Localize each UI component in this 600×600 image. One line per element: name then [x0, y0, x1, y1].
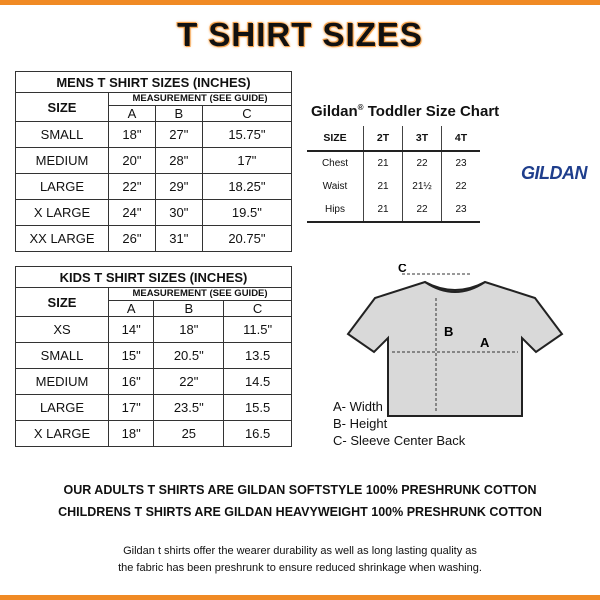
gildan-logo: GILDAN [521, 163, 587, 183]
kids-size-header: SIZE [16, 288, 109, 317]
table-row [16, 343, 292, 369]
value-cell: 22 [403, 198, 442, 222]
toddler-table [307, 126, 480, 223]
toddler-title-brand: Gildan [311, 103, 358, 120]
c-cell: 13.5 [224, 343, 292, 369]
c-cell: 11.5" [224, 317, 292, 343]
b-cell: 20.5" [154, 343, 224, 369]
top-accent-bar [0, 0, 600, 5]
kids-col-b: B [154, 301, 224, 317]
a-cell: 20" [109, 148, 156, 174]
value-cell: 23 [442, 151, 481, 175]
size-cell: MEDIUM [16, 369, 109, 395]
value-cell: 21½ [403, 175, 442, 198]
toddler-size-header: SIZE [307, 126, 364, 151]
table-row [16, 226, 292, 252]
kids-size-table [15, 266, 292, 447]
diagram-legend [333, 398, 465, 449]
b-cell: 22" [154, 369, 224, 395]
c-cell: 19.5" [202, 200, 291, 226]
b-cell: 18" [154, 317, 224, 343]
toddler-title-rest: Toddler Size Chart [363, 103, 500, 120]
row-label: Chest [321, 158, 349, 169]
mens-col-c: C [202, 106, 291, 122]
kids-table-caption: KIDS T SHIRT SIZES (INCHES) [16, 267, 292, 288]
a-cell: 17" [109, 395, 154, 421]
value-cell: 21 [364, 175, 403, 198]
size-cell: SMALL [16, 122, 109, 148]
diagram-label-b: B [444, 324, 454, 339]
c-cell: 15.75" [202, 122, 291, 148]
legend-item: B- Height [333, 416, 388, 431]
legend-item: C- Sleeve Center Back [333, 433, 466, 448]
size-cell: X LARGE [16, 200, 109, 226]
b-cell: 30" [155, 200, 202, 226]
b-cell: 27" [155, 122, 202, 148]
mens-col-a: A [109, 106, 156, 122]
b-cell: 31" [155, 226, 202, 252]
b-cell: 28" [155, 148, 202, 174]
c-cell: 20.75" [202, 226, 291, 252]
toddler-header-row [307, 126, 480, 151]
table-row [307, 151, 480, 175]
c-cell: 18.25" [202, 174, 291, 200]
b-cell: 25 [154, 421, 224, 447]
value-cell: 22 [403, 151, 442, 175]
diagram-label-a: A [480, 335, 490, 350]
a-cell: 24" [109, 200, 156, 226]
a-cell: 15" [109, 343, 154, 369]
value-cell: 21 [364, 151, 403, 175]
description-line: Gildan t shirts offer the wearer durability as well as long lasting quality as [123, 545, 477, 557]
b-cell: 23.5" [154, 395, 224, 421]
kids-col-c: C [224, 301, 292, 317]
kids-col-a: A [109, 301, 154, 317]
tshirt-icon [348, 282, 562, 416]
children-shirt-note: CHILDRENS T SHIRTS ARE GILDAN HEAVYWEIGHT 100% PRESHRUNK COTTON [58, 505, 542, 519]
a-cell: 22" [109, 174, 156, 200]
a-cell: 14" [109, 317, 154, 343]
table-row [307, 175, 480, 198]
size-cell: XS [16, 317, 109, 343]
description-line: the fabric has been preshrunk to ensure reduced shrinkage when washing. [118, 562, 482, 574]
size-cell: X LARGE [16, 421, 109, 447]
mens-col-b: B [155, 106, 202, 122]
kids-measurement-header: MEASUREMENT (SEE GUIDE) [109, 288, 292, 301]
toddler-size-chart [307, 103, 517, 223]
mens-table-caption: MENS T SHIRT SIZES (INCHES) [16, 72, 292, 93]
a-cell: 18" [109, 122, 156, 148]
bottom-accent-bar [0, 595, 600, 600]
value-cell: 22 [442, 175, 481, 198]
diagram-label-c: C [398, 264, 407, 275]
adults-shirt-note: OUR ADULTS T SHIRTS ARE GILDAN SOFTSTYLE 100% PRESHRUNK COTTON [63, 483, 537, 497]
toddler-col-4t: 4T [442, 126, 481, 151]
page-title: T SHIRT SIZES [177, 16, 423, 53]
registered-mark: ® [357, 103, 364, 112]
c-cell: 17" [202, 148, 291, 174]
table-row [16, 174, 292, 200]
table-row [16, 369, 292, 395]
toddler-col-2t: 2T [364, 126, 403, 151]
a-cell: 26" [109, 226, 156, 252]
c-cell: 14.5 [224, 369, 292, 395]
table-row [307, 198, 480, 222]
legend-item: A- Width [333, 399, 383, 414]
c-cell: 16.5 [224, 421, 292, 447]
b-cell: 29" [155, 174, 202, 200]
c-cell: 15.5 [224, 395, 292, 421]
mens-size-header: SIZE [16, 93, 109, 122]
table-row [16, 421, 292, 447]
toddler-col-3t: 3T [403, 126, 442, 151]
table-row [16, 200, 292, 226]
a-cell: 18" [109, 421, 154, 447]
toddler-chart-title [311, 103, 517, 120]
mens-measurement-header: MEASUREMENT (SEE GUIDE) [109, 93, 292, 106]
table-row [16, 317, 292, 343]
value-cell: 21 [364, 198, 403, 222]
table-row [16, 148, 292, 174]
size-cell: SMALL [16, 343, 109, 369]
table-row [16, 395, 292, 421]
size-cell: XX LARGE [16, 226, 109, 252]
mens-size-table [15, 71, 292, 252]
table-row [16, 122, 292, 148]
row-label: Hips [307, 198, 364, 222]
a-cell: 16" [109, 369, 154, 395]
value-cell: 23 [442, 198, 481, 222]
size-cell: MEDIUM [16, 148, 109, 174]
size-cell: LARGE [16, 174, 109, 200]
size-cell: LARGE [16, 395, 109, 421]
row-label: Waist [322, 181, 348, 192]
